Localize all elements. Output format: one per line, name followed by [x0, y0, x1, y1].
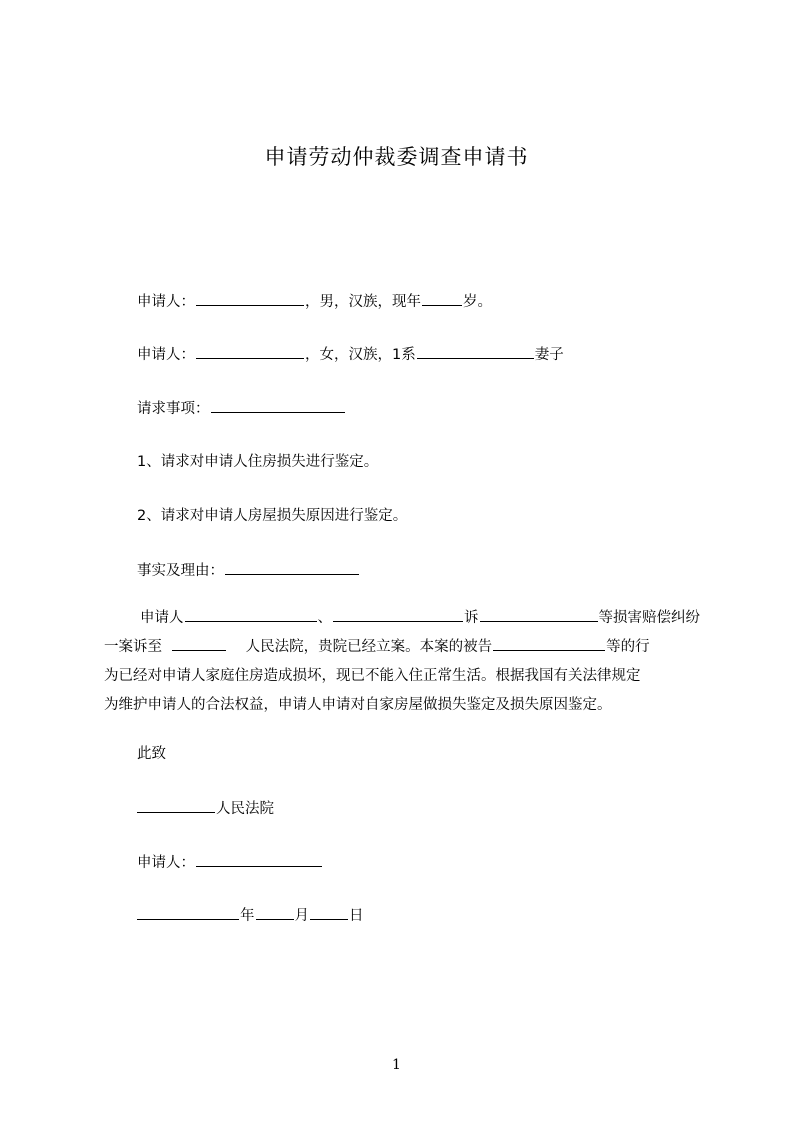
applicant-2-label: 申请人： [137, 347, 195, 363]
facts-text: 等损害赔偿纠纷 [598, 610, 700, 626]
applicant-1-name-blank [196, 291, 304, 306]
applicant-2-line [137, 344, 564, 365]
applicant-1-line [137, 291, 492, 312]
defendant-blank [480, 607, 598, 622]
day-blank [310, 905, 348, 920]
signature-line [137, 852, 323, 873]
facts-label: 事实及理由： [137, 563, 224, 579]
facts-paragraph-line-2 [104, 633, 704, 662]
facts-paragraph-line-1 [104, 604, 704, 633]
date-line [137, 905, 364, 926]
facts-paragraph [104, 604, 704, 720]
request-line [137, 398, 346, 419]
plaintiff-blank [185, 607, 317, 622]
facts-text: 、 [317, 610, 332, 626]
facts-line [137, 560, 360, 581]
date-day: 日 [349, 908, 364, 924]
year-blank [137, 905, 239, 920]
court-line [137, 798, 274, 819]
applicant-2-details: ，女，汉族，1系 [305, 347, 416, 363]
facts-text: 申请人 [140, 610, 184, 626]
date-year: 年 [240, 908, 255, 924]
court-name-blank [137, 798, 215, 813]
facts-text: 诉 [464, 610, 479, 626]
date-month: 月 [294, 908, 309, 924]
request-item: 2、请求对申请人房屋损失原因进行鉴定。 [137, 508, 408, 524]
request-item: 1、请求对申请人住房损失进行鉴定。 [137, 454, 379, 470]
signature-blank [196, 852, 322, 867]
facts-text: 一案诉至 [104, 639, 162, 655]
request-blank [211, 398, 345, 413]
court-suffix: 人民法院 [216, 801, 274, 817]
page-title: 申请劳动仲裁委调查申请书 [264, 145, 529, 169]
applicant-2-name-blank [196, 344, 304, 359]
applicant-1-age-blank [422, 291, 462, 306]
page-number: 1 [392, 1057, 401, 1073]
plaintiff-blank [333, 607, 463, 622]
applicant-1-label: 申请人： [137, 294, 195, 310]
defendant-blank [493, 636, 605, 651]
applicant-1-suffix: 岁。 [463, 294, 492, 310]
facts-paragraph-line-3: 为已经对申请人家庭住房造成损坏，现已不能入住正常生活。根据我国有关法律规定 [104, 668, 641, 684]
facts-text: 等的行 [606, 639, 650, 655]
applicant-1-details: ，男，汉族，现年 [305, 294, 421, 310]
closing: 此致 [137, 746, 166, 762]
facts-paragraph-line-4: 为维护申请人的合法权益，申请人申请对自家房屋做损失鉴定及损失原因鉴定。 [104, 697, 612, 713]
request-label: 请求事项： [137, 401, 210, 417]
applicant-2-relation-blank [417, 344, 534, 359]
month-blank [256, 905, 294, 920]
applicant-2-suffix: 妻子 [534, 347, 564, 363]
signature-label: 申请人： [137, 855, 195, 871]
facts-blank [225, 560, 359, 575]
facts-text: 人民法院，贵院已经立案。本案的被告 [245, 639, 493, 655]
court-blank [172, 636, 226, 651]
